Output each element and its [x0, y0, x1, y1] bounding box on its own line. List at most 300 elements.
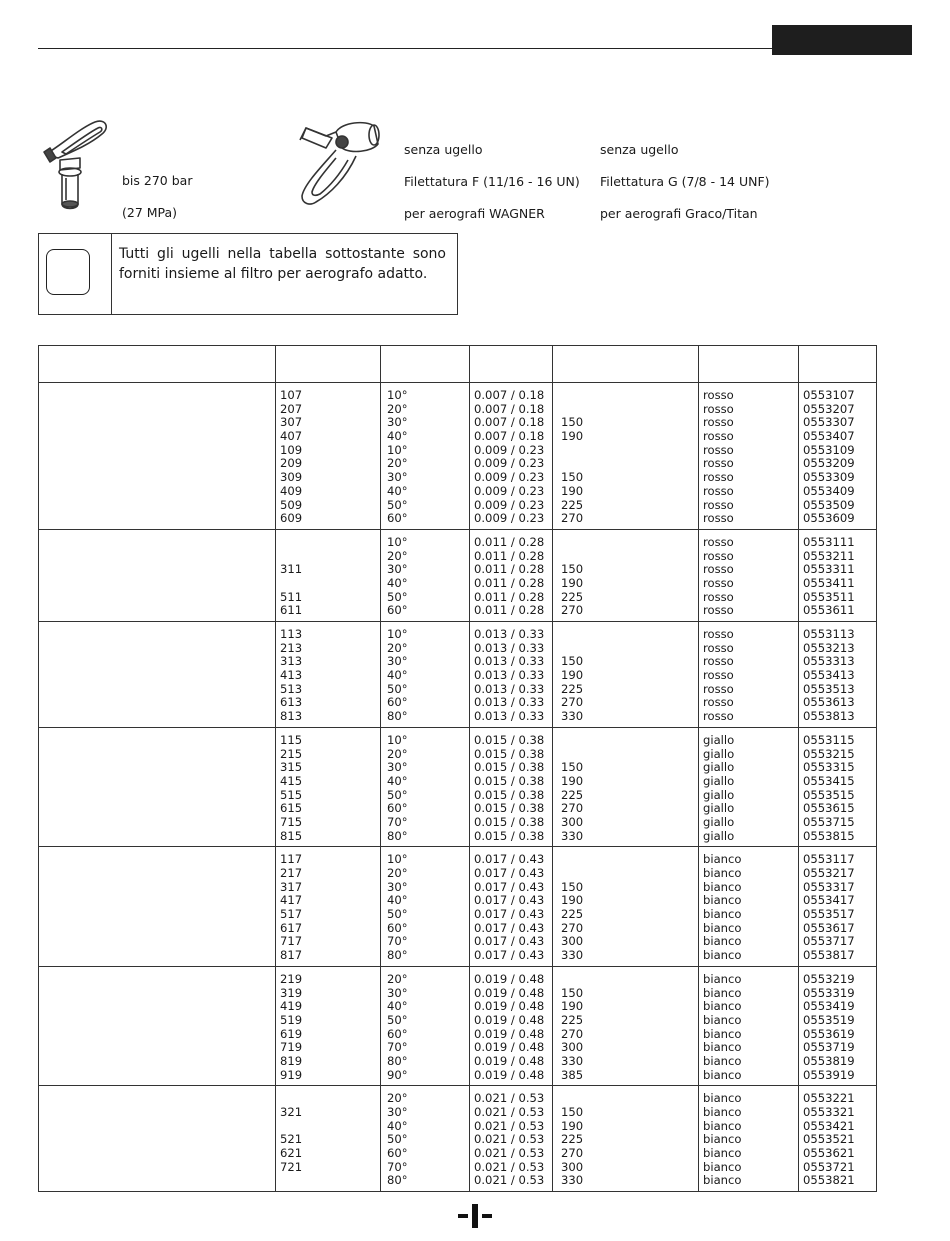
width-cell-line	[561, 444, 692, 458]
filter-cell-line: bianco	[703, 1159, 742, 1174]
angle-cell-line: 60°	[387, 511, 408, 526]
code-cell-line: 621	[280, 1146, 303, 1161]
order-cell	[799, 383, 877, 530]
filter-cell-line: rosso	[703, 534, 734, 549]
description-cell	[39, 529, 276, 621]
code-cell-line: 521	[280, 1132, 303, 1147]
angle-cell-line: 50°	[387, 787, 408, 802]
code-cell	[276, 622, 381, 728]
angle-cell	[381, 622, 470, 728]
table-row	[39, 727, 877, 847]
table-row	[39, 1086, 877, 1192]
order-cell-line: 0553313	[803, 654, 855, 669]
angle-cell-line: 40°	[387, 1118, 408, 1133]
width-cell-line: 150	[561, 1105, 584, 1119]
code-cell-line	[280, 536, 374, 550]
order-cell-line: 0553613	[803, 695, 855, 710]
code-cell-line: 215	[280, 746, 303, 761]
width-cell-line	[561, 536, 692, 550]
code-cell-line: 919	[280, 1067, 303, 1082]
angle-cell-line: 40°	[387, 483, 408, 498]
width-cell	[553, 529, 699, 621]
width-cell-line: 270	[561, 603, 584, 618]
code-cell-line: 415	[280, 773, 303, 788]
size-cell-line: 0.009 / 0.23	[474, 511, 545, 526]
filter-cell-line: bianco	[703, 907, 742, 922]
width-cell-line: 330	[561, 1173, 584, 1188]
angle-cell-line: 20°	[387, 401, 408, 416]
width-cell-line	[561, 1092, 692, 1106]
filter-cell	[699, 529, 799, 621]
size-cell-line: 0.007 / 0.18	[474, 429, 545, 444]
size-cell-line: 0.011 / 0.28	[474, 603, 545, 618]
order-cell-line: 0553519	[803, 1012, 855, 1027]
angle-cell	[381, 1086, 470, 1192]
width-cell-line: 270	[561, 1026, 584, 1041]
size-cell-line: 0.013 / 0.33	[474, 695, 545, 710]
size-cell	[470, 1086, 553, 1192]
order-cell-line: 0553307	[803, 415, 855, 430]
angle-cell-line: 20°	[387, 456, 408, 471]
order-cell-line: 0553617	[803, 920, 855, 935]
filter-cell-line: bianco	[703, 948, 742, 963]
angle-cell-line: 40°	[387, 893, 408, 908]
width-cell-line: 300	[561, 1159, 584, 1174]
width-cell-line	[561, 642, 692, 656]
filter-cell-line: rosso	[703, 511, 734, 526]
order-cell	[799, 529, 877, 621]
filter-cell-line: rosso	[703, 695, 734, 710]
size-cell-line: 0.017 / 0.43	[474, 893, 545, 908]
filter-cell-line: rosso	[703, 401, 734, 416]
angle-cell-line: 80°	[387, 948, 408, 963]
width-cell-line: 190	[561, 773, 584, 788]
table-header-row	[39, 346, 877, 383]
size-cell-line: 0.015 / 0.38	[474, 828, 545, 843]
code-cell	[276, 1086, 381, 1192]
size-cell-line: 0.011 / 0.28	[474, 562, 545, 577]
code-cell-line	[280, 577, 374, 591]
width-cell-line: 190	[561, 483, 584, 498]
angle-cell-line: 10°	[387, 852, 408, 867]
angle-cell	[381, 847, 470, 967]
angle-cell-line: 50°	[387, 681, 408, 696]
size-cell-line: 0.019 / 0.48	[474, 971, 545, 986]
order-cell-line: 0553609	[803, 511, 855, 526]
size-cell-line: 0.009 / 0.23	[474, 442, 545, 457]
size-cell-line: 0.009 / 0.23	[474, 497, 545, 512]
size-cell-line: 0.019 / 0.48	[474, 1026, 545, 1041]
order-cell-line: 0553413	[803, 668, 855, 683]
width-cell-line: 270	[561, 511, 584, 526]
filter-cell-line: bianco	[703, 999, 742, 1014]
angle-cell	[381, 727, 470, 847]
order-cell-line: 0553117	[803, 852, 855, 867]
filter-cell-line: bianco	[703, 852, 742, 867]
filter-cell-line: rosso	[703, 483, 734, 498]
size-cell-line: 0.007 / 0.18	[474, 415, 545, 430]
product-description-3: senza ugello Filettatura G (7/8 - 14 UNF) per aerografi Graco/Titan	[600, 142, 770, 221]
filter-cell-line: rosso	[703, 497, 734, 512]
size-cell-line: 0.013 / 0.33	[474, 627, 545, 641]
size-cell	[470, 966, 553, 1086]
col-header-width	[553, 346, 699, 383]
width-cell-line: 330	[561, 828, 584, 843]
width-cell-line	[561, 550, 692, 564]
code-cell-line: 617	[280, 920, 303, 935]
order-cell	[799, 847, 877, 967]
header-rule	[38, 48, 773, 49]
order-cell-line: 0553409	[803, 483, 855, 498]
size-cell	[470, 727, 553, 847]
order-cell-line: 0553217	[803, 866, 855, 880]
code-cell-line: 813	[280, 709, 303, 724]
order-cell-line: 0553209	[803, 456, 855, 471]
angle-cell-line: 10°	[387, 627, 408, 641]
order-cell-line: 0553211	[803, 548, 855, 563]
nozzle-table	[38, 345, 877, 1192]
size-cell-line: 0.009 / 0.23	[474, 470, 545, 485]
angle-cell-line: 30°	[387, 562, 408, 577]
order-cell-line: 0553521	[803, 1132, 855, 1147]
code-cell-line: 715	[280, 814, 303, 829]
width-cell-line: 225	[561, 1012, 584, 1027]
code-cell	[276, 529, 381, 621]
width-cell-line: 300	[561, 1040, 584, 1055]
width-cell-line: 150	[561, 760, 584, 775]
code-cell-line	[280, 1174, 374, 1188]
table-row	[39, 966, 877, 1086]
filter-cell-line: bianco	[703, 879, 742, 894]
filter-cell-line: bianco	[703, 1026, 742, 1041]
order-cell-line: 0553215	[803, 746, 855, 761]
note-box	[38, 233, 458, 315]
code-cell-line: 317	[280, 879, 303, 894]
filter-cell-line: bianco	[703, 1118, 742, 1133]
size-cell-line: 0.013 / 0.33	[474, 709, 545, 724]
angle-cell-line: 90°	[387, 1067, 408, 1082]
code-cell-line: 309	[280, 470, 303, 485]
order-cell-line: 0553511	[803, 589, 855, 604]
code-cell-line	[280, 550, 374, 564]
width-cell	[553, 966, 699, 1086]
order-cell-line: 0553817	[803, 948, 855, 963]
width-cell-line: 190	[561, 1118, 584, 1133]
product-description-2: senza ugello Filettatura F (11/16 - 16 UN) per aerografi WAGNER	[404, 142, 580, 221]
angle-cell-line: 30°	[387, 1105, 408, 1119]
width-cell-line	[561, 457, 692, 471]
size-cell-line: 0.013 / 0.33	[474, 654, 545, 669]
filter-cell-line: bianco	[703, 1132, 742, 1147]
size-cell-line: 0.007 / 0.18	[474, 388, 545, 402]
angle-cell-line: 70°	[387, 934, 408, 949]
filter-cell-line: bianco	[703, 1105, 742, 1119]
size-cell-line: 0.013 / 0.33	[474, 640, 545, 655]
size-cell-line: 0.019 / 0.48	[474, 1012, 545, 1027]
width-cell-line: 330	[561, 709, 584, 724]
size-cell-line: 0.015 / 0.38	[474, 814, 545, 829]
width-cell-line: 225	[561, 907, 584, 922]
code-cell-line: 207	[280, 401, 303, 416]
note-symbol-icon	[46, 249, 90, 295]
width-cell-line: 225	[561, 681, 584, 696]
filter-cell-line: bianco	[703, 893, 742, 908]
angle-cell-line: 50°	[387, 907, 408, 922]
code-cell-line: 109	[280, 442, 303, 457]
size-cell-line: 0.021 / 0.53	[474, 1159, 545, 1174]
order-cell-line: 0553207	[803, 401, 855, 416]
width-cell-line: 150	[561, 654, 584, 669]
code-cell-line: 107	[280, 388, 303, 402]
angle-cell-line: 30°	[387, 985, 408, 1000]
size-cell-line: 0.021 / 0.53	[474, 1091, 545, 1106]
filter-cell	[699, 727, 799, 847]
width-cell-line: 150	[561, 470, 584, 485]
filter-cell-line: rosso	[703, 470, 734, 485]
width-cell-line: 150	[561, 562, 584, 577]
filter-cell-line: giallo	[703, 760, 735, 775]
filter-cell	[699, 622, 799, 728]
filter-cell-line: giallo	[703, 746, 735, 761]
size-cell-line: 0.009 / 0.23	[474, 483, 545, 498]
order-cell-line: 0553321	[803, 1105, 855, 1119]
filter-cell-line: rosso	[703, 589, 734, 604]
filter-cell-line: bianco	[703, 1012, 742, 1027]
size-cell-line: 0.017 / 0.43	[474, 948, 545, 963]
width-cell	[553, 847, 699, 967]
size-cell-line: 0.021 / 0.53	[474, 1173, 545, 1188]
tip-guard-icon	[40, 118, 112, 214]
angle-cell-line: 40°	[387, 773, 408, 788]
tip-guard-wagner-icon	[296, 118, 382, 208]
angle-cell-line: 20°	[387, 866, 408, 880]
order-cell-line: 0553421	[803, 1118, 855, 1133]
order-cell-line: 0553113	[803, 627, 855, 641]
code-cell-line: 609	[280, 511, 303, 526]
order-cell-line: 0553213	[803, 640, 855, 655]
filter-cell-line: bianco	[703, 920, 742, 935]
table-row	[39, 847, 877, 967]
angle-cell-line: 60°	[387, 603, 408, 618]
code-cell-line: 417	[280, 893, 303, 908]
filter-cell-line: bianco	[703, 1067, 742, 1082]
filter-cell-line: bianco	[703, 1053, 742, 1068]
order-cell-line: 0553407	[803, 429, 855, 444]
product-description-1: bis 270 bar (27 MPa)	[122, 173, 193, 220]
filter-cell-line: rosso	[703, 548, 734, 563]
angle-cell-line: 70°	[387, 1159, 408, 1174]
width-cell-line	[561, 389, 692, 403]
filter-cell-line: bianco	[703, 985, 742, 1000]
size-cell-line: 0.011 / 0.28	[474, 575, 545, 590]
filter-cell-line: rosso	[703, 627, 734, 641]
order-cell-line: 0553717	[803, 934, 855, 949]
angle-cell	[381, 529, 470, 621]
width-cell-line: 270	[561, 920, 584, 935]
angle-cell	[381, 383, 470, 530]
order-cell	[799, 622, 877, 728]
width-cell	[553, 622, 699, 728]
width-cell-line: 225	[561, 787, 584, 802]
filter-cell-line: rosso	[703, 429, 734, 444]
order-cell-line: 0553721	[803, 1159, 855, 1174]
size-cell-line: 0.021 / 0.53	[474, 1118, 545, 1133]
code-cell-line: 517	[280, 907, 303, 922]
page-number	[0, 1200, 950, 1233]
code-cell-line: 315	[280, 760, 303, 775]
angle-cell-line: 10°	[387, 534, 408, 549]
size-cell-line: 0.017 / 0.43	[474, 852, 545, 867]
order-cell-line: 0553821	[803, 1173, 855, 1188]
size-cell	[470, 529, 553, 621]
note-text: Tutti gli ugelli nella tabella sottostante sono forniti insieme al filtro per aerografo adatto.	[119, 246, 446, 282]
code-cell-line: 515	[280, 787, 303, 802]
order-cell-line: 0553621	[803, 1146, 855, 1161]
size-cell-line: 0.015 / 0.38	[474, 787, 545, 802]
code-cell-line: 407	[280, 429, 303, 444]
angle-cell-line: 40°	[387, 575, 408, 590]
order-cell-line: 0553107	[803, 388, 855, 402]
order-cell	[799, 727, 877, 847]
filter-cell-line: giallo	[703, 787, 735, 802]
size-cell-line: 0.017 / 0.43	[474, 866, 545, 880]
order-cell-line: 0553109	[803, 442, 855, 457]
width-cell	[553, 1086, 699, 1192]
order-cell-line: 0553715	[803, 814, 855, 829]
code-cell-line: 217	[280, 866, 303, 880]
width-cell-line: 150	[561, 415, 584, 430]
code-cell-line: 419	[280, 999, 303, 1014]
description-cell	[39, 966, 276, 1086]
code-cell-line: 611	[280, 603, 303, 618]
code-cell-line: 819	[280, 1053, 303, 1068]
width-cell-line: 225	[561, 497, 584, 512]
order-cell-line: 0553509	[803, 497, 855, 512]
filter-cell	[699, 1086, 799, 1192]
angle-cell-line: 40°	[387, 429, 408, 444]
size-cell-line: 0.009 / 0.23	[474, 456, 545, 471]
filter-cell-line: rosso	[703, 415, 734, 430]
description-cell	[39, 847, 276, 967]
filter-cell-line: giallo	[703, 828, 735, 843]
angle-cell-line: 40°	[387, 668, 408, 683]
code-cell-line	[280, 1120, 374, 1134]
angle-cell-line: 70°	[387, 1040, 408, 1055]
code-cell-line: 115	[280, 732, 303, 747]
filter-cell-line: bianco	[703, 971, 742, 986]
angle-cell-line: 80°	[387, 1173, 408, 1188]
size-cell-line: 0.007 / 0.18	[474, 401, 545, 416]
code-cell-line: 113	[280, 627, 303, 641]
description-cell	[39, 1086, 276, 1192]
width-cell-line: 225	[561, 1132, 584, 1147]
order-cell-line: 0553315	[803, 760, 855, 775]
col-header-filter	[699, 346, 799, 383]
angle-cell-line: 10°	[387, 732, 408, 747]
filter-cell-line: rosso	[703, 575, 734, 590]
filter-cell-line: bianco	[703, 1146, 742, 1161]
order-cell-line: 0553813	[803, 709, 855, 724]
width-cell	[553, 727, 699, 847]
width-cell-line	[561, 403, 692, 417]
code-cell-line: 313	[280, 654, 303, 669]
size-cell	[470, 383, 553, 530]
code-cell-line: 213	[280, 640, 303, 655]
width-cell-line: 190	[561, 893, 584, 908]
angle-cell-line: 80°	[387, 828, 408, 843]
order-cell-line: 0553615	[803, 801, 855, 816]
code-cell-line: 413	[280, 668, 303, 683]
size-cell-line: 0.015 / 0.38	[474, 732, 545, 747]
width-cell-line: 150	[561, 985, 584, 1000]
angle-cell-line: 50°	[387, 1012, 408, 1027]
angle-cell-line: 60°	[387, 1146, 408, 1161]
angle-cell	[381, 966, 470, 1086]
angle-cell-line: 80°	[387, 1053, 408, 1068]
code-cell-line: 509	[280, 497, 303, 512]
filter-cell-line: rosso	[703, 603, 734, 618]
filter-cell-line: rosso	[703, 562, 734, 577]
order-cell-line: 0553515	[803, 787, 855, 802]
filter-cell-line: giallo	[703, 814, 735, 829]
size-cell-line: 0.019 / 0.48	[474, 1040, 545, 1055]
size-cell-line: 0.017 / 0.43	[474, 907, 545, 922]
width-cell-line: 150	[561, 879, 584, 894]
filter-cell-line: bianco	[703, 934, 742, 949]
filter-cell-line: rosso	[703, 681, 734, 696]
filter-cell-line: giallo	[703, 773, 735, 788]
filter-cell-line: rosso	[703, 388, 734, 402]
angle-cell-line: 80°	[387, 709, 408, 724]
angle-cell-line: 50°	[387, 1132, 408, 1147]
width-cell	[553, 383, 699, 530]
filter-cell-line: rosso	[703, 709, 734, 724]
width-cell-line: 190	[561, 575, 584, 590]
width-cell-line: 330	[561, 1053, 584, 1068]
code-cell-line: 219	[280, 971, 303, 986]
col-header-size	[470, 346, 553, 383]
filter-cell-line: bianco	[703, 1040, 742, 1055]
order-cell-line: 0553309	[803, 470, 855, 485]
filter-cell-line: bianco	[703, 1173, 742, 1188]
size-cell-line: 0.017 / 0.43	[474, 879, 545, 894]
code-cell-line: 311	[280, 562, 303, 577]
angle-cell-line: 50°	[387, 497, 408, 512]
code-cell-line: 817	[280, 948, 303, 963]
code-cell-line: 511	[280, 589, 303, 604]
filter-cell-line: rosso	[703, 668, 734, 683]
angle-cell-line: 50°	[387, 589, 408, 604]
angle-cell-line: 60°	[387, 920, 408, 935]
order-cell-line: 0553517	[803, 907, 855, 922]
size-cell-line: 0.019 / 0.48	[474, 999, 545, 1014]
filter-cell-line: giallo	[703, 801, 735, 816]
col-header-description	[39, 346, 276, 383]
angle-cell-line: 20°	[387, 640, 408, 655]
width-cell-line: 300	[561, 814, 584, 829]
width-cell-line: 190	[561, 429, 584, 444]
order-cell-line: 0553417	[803, 893, 855, 908]
width-cell-line: 190	[561, 668, 584, 683]
order-cell-line: 0553317	[803, 879, 855, 894]
size-cell-line: 0.011 / 0.28	[474, 548, 545, 563]
order-cell-line: 0553611	[803, 603, 855, 618]
code-cell-line: 319	[280, 985, 303, 1000]
width-cell-line: 330	[561, 948, 584, 963]
code-cell	[276, 847, 381, 967]
order-cell-line: 0553919	[803, 1067, 855, 1082]
table-row	[39, 622, 877, 728]
